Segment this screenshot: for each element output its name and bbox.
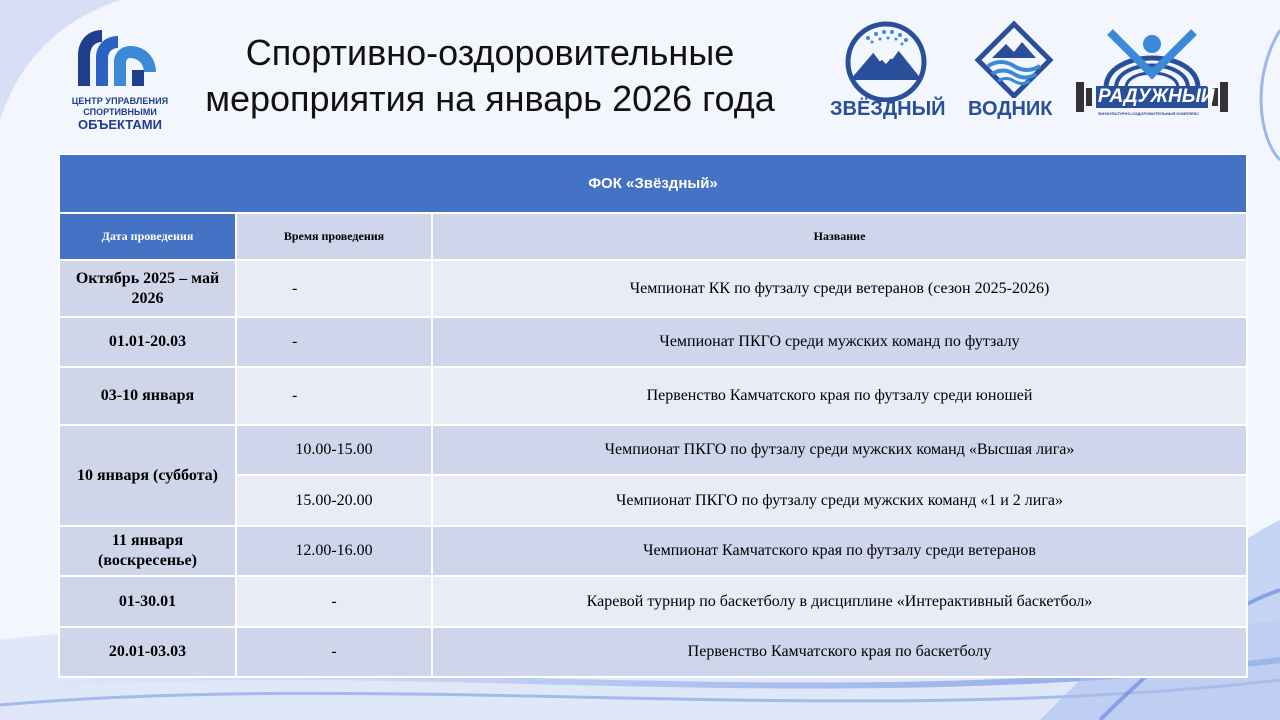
- table-row: [59, 475, 1247, 526]
- table-row: [59, 627, 1247, 677]
- brand-zvezdny: [828, 18, 944, 128]
- vodnik-label: ВОДНИК: [968, 98, 1053, 120]
- event-time: -: [236, 260, 432, 317]
- event-date: 01-30.01: [59, 576, 236, 627]
- event-time: -: [236, 627, 432, 677]
- organization-logo: [70, 26, 169, 132]
- event-name: Чемпионат ПКГО по футзалу среди мужских команд «Высшая лига»: [432, 425, 1247, 475]
- event-date: 10 января (суббота): [59, 425, 236, 526]
- table-caption: ФОК «Звёздный»: [59, 154, 1247, 213]
- page-title-line-2: мероприятия на январь 2026 года: [205, 78, 775, 119]
- table-row: [59, 317, 1247, 367]
- logo-line-2: СПОРТИВНЫМИ: [83, 107, 157, 117]
- logo-line-1: ЦЕНТР УПРАВЛЕНИЯ: [71, 96, 169, 106]
- event-date: 01.01-20.03: [59, 317, 236, 367]
- event-time: 12.00-16.00: [236, 526, 432, 576]
- event-date: 03-10 января: [59, 367, 236, 425]
- event-date: Октябрь 2025 – май 2026: [59, 260, 236, 317]
- event-name: Чемпионат КК по футзалу среди ветеранов (сезон 2025-2026): [432, 260, 1247, 317]
- event-time: -: [236, 367, 432, 425]
- event-name: Каревой турнир по баскетболу в дисциплине «Интерактивный баскетбол»: [432, 576, 1247, 627]
- table-row: [59, 526, 1247, 576]
- event-date: 11 января (воскресенье): [59, 526, 236, 576]
- column-header-date: Дата проведения: [59, 213, 236, 260]
- page-title-line-1: Спортивно-оздоровительные: [245, 32, 735, 73]
- event-name: Первенство Камчатского края по баскетболу: [432, 627, 1247, 677]
- event-date: 20.01-03.03: [59, 627, 236, 677]
- event-name: Первенство Камчатского края по футзалу среди юношей: [432, 367, 1247, 425]
- table-row: [59, 367, 1247, 425]
- table-row: [59, 576, 1247, 627]
- raduzhny-sublabel: ФИЗКУЛЬТУРНО-ОЗДОРОВИТЕЛЬНЫЙ КОМПЛЕКС: [1098, 111, 1200, 116]
- vodnik-logo-icon: [966, 18, 1062, 98]
- logo-line-3: ОБЪЕКТАМИ: [78, 117, 162, 132]
- raduzhny-label: РАДУЖНЫЙ: [1098, 86, 1215, 107]
- zvezdny-logo-icon: [828, 18, 944, 102]
- event-time: -: [236, 317, 432, 367]
- event-name: Чемпионат ПКГО по футзалу среди мужских команд «1 и 2 лига»: [432, 475, 1247, 526]
- column-header-time: Время проведения: [236, 213, 432, 260]
- event-name: Чемпионат Камчатского края по футзалу среди ветеранов: [432, 526, 1247, 576]
- page-title: [175, 30, 805, 122]
- zvezdny-label: ЗВЁЗДНЫЙ: [830, 98, 946, 120]
- brand-vodnik: [966, 18, 1062, 128]
- event-time: 10.00-15.00: [236, 425, 432, 475]
- table-row: [59, 425, 1247, 475]
- event-name: Чемпионат ПКГО среди мужских команд по футзалу: [432, 317, 1247, 367]
- column-header-name: Название: [432, 213, 1247, 260]
- brand-raduzhny: [1074, 18, 1230, 128]
- event-time: -: [236, 576, 432, 627]
- event-time: 15.00-20.00: [236, 475, 432, 526]
- organization-emblem-icon: [72, 26, 162, 94]
- table-row: [59, 260, 1247, 317]
- events-table: [58, 153, 1248, 678]
